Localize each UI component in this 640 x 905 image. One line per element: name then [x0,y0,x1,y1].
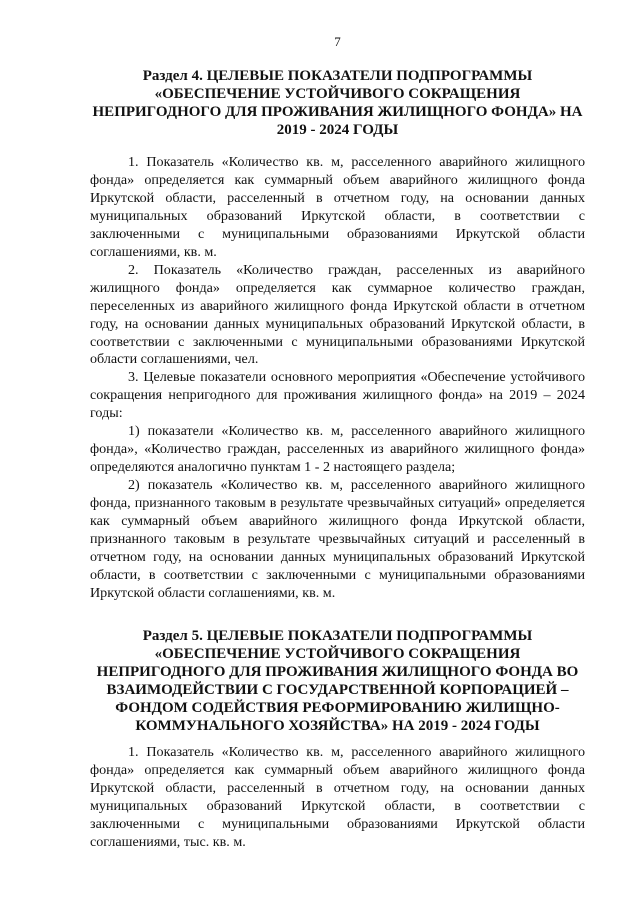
section-5-heading [90,627,585,735]
section-5-heading-line: «ОБЕСПЕЧЕНИЕ УСТОЙЧИВОГО СОКРАЩЕНИЯ [154,646,521,662]
section-4-heading-line: НЕПРИГОДНОГО ДЛЯ ПРОЖИВАНИЯ ЖИЛИЩНОГО ФОНДА» НА [92,104,583,120]
section-4-heading-line: Раздел 4. ЦЕЛЕВЫЕ ПОКАЗАТЕЛИ ПОДПРОГРАММЫ [142,68,533,84]
section-4-body [90,154,585,603]
page-number: 7 [334,34,341,49]
section-5-heading-line: КОММУНАЛЬНОГО ХОЗЯЙСТВА» НА 2019 - 2024 ГОДЫ [135,718,540,734]
section-5-heading-line: ВЗАИМОДЕЙСТВИИ С ГОСУДАРСТВЕННОЙ КОРПОРАЦИЕЙ – [106,682,569,698]
section-4-subitem-2: 2) показатель «Количество кв. м, расселенного аварийного жилищного фонда, признанного таковым в результате чрезвычайных ситуаций» определяется как суммарный объем аварийного жилищного фонда Иркутской области, признанного таковым в результате чрезвычайных ситуаций и расселенный в отчетном году, на основании данных муниципальных образований Иркутской области, в соответствии с заключенными с муниципальными образованиями Иркутской области соглашениями, кв. м. [90,477,585,601]
section-4-paragraph-3: 3. Целевые показатели основного мероприятия «Обеспечение устойчивого сокращения непригодного для проживания жилищного фонда» на 2019 – 2024 годы: [90,369,585,422]
section-5-heading-line: Раздел 5. ЦЕЛЕВЫЕ ПОКАЗАТЕЛИ ПОДПРОГРАММЫ [142,628,533,644]
section-4-heading [90,67,585,139]
section-5-body [90,744,585,852]
section-4-heading-line: «ОБЕСПЕЧЕНИЕ УСТОЙЧИВОГО СОКРАЩЕНИЯ [154,86,521,102]
section-5-heading-line: ФОНДОМ СОДЕЙСТВИЯ РЕФОРМИРОВАНИЮ ЖИЛИЩНО- [115,700,560,716]
section-4-paragraph-1: 1. Показатель «Количество кв. м, расселенного аварийного жилищного фонда» определяется как суммарный объем аварийного жилищного фонда Иркутской области, расселенный в отчетном году, на основании данных муниципальных образований Иркутской области, в соответствии с заключенными с муниципальными образованиями Иркутской области соглашениями, кв. м. [90,154,585,260]
section-4-subitem-1: 1) показатели «Количество кв. м, расселенного аварийного жилищного фонда», «Количество граждан, расселенных из аварийного жилищного фонда» определяются аналогично пунктам 1 - 2 настоящего раздела; [90,423,585,476]
section-5-paragraph-1: 1. Показатель «Количество кв. м, расселенного аварийного жилищного фонда» определяется как суммарный объем аварийного жилищного фонда Иркутской области, расселенный в отчетном году, на основании данных муниципальных образований Иркутской области, в соответствии с заключенными с муниципальными образованиями Иркутской области соглашениями, тыс. кв. м. [90,744,585,850]
section-4-heading-line: 2019 - 2024 ГОДЫ [276,122,399,138]
section-4-paragraph-2: 2. Показатель «Количество граждан, расселенных из аварийного жилищного фонда» определяется как суммарное количество граждан, переселенных из аварийного жилищного фонда Иркутской области в отчетном году, на основании данных муниципальных образований Иркутской области, в соответствии с заключенными с муниципальными образованиями Иркутской области соглашениями, чел. [90,261,585,368]
section-5-heading-line: НЕПРИГОДНОГО ДЛЯ ПРОЖИВАНИЯ ЖИЛИЩНОГО ФОНДА ВО [96,664,579,680]
